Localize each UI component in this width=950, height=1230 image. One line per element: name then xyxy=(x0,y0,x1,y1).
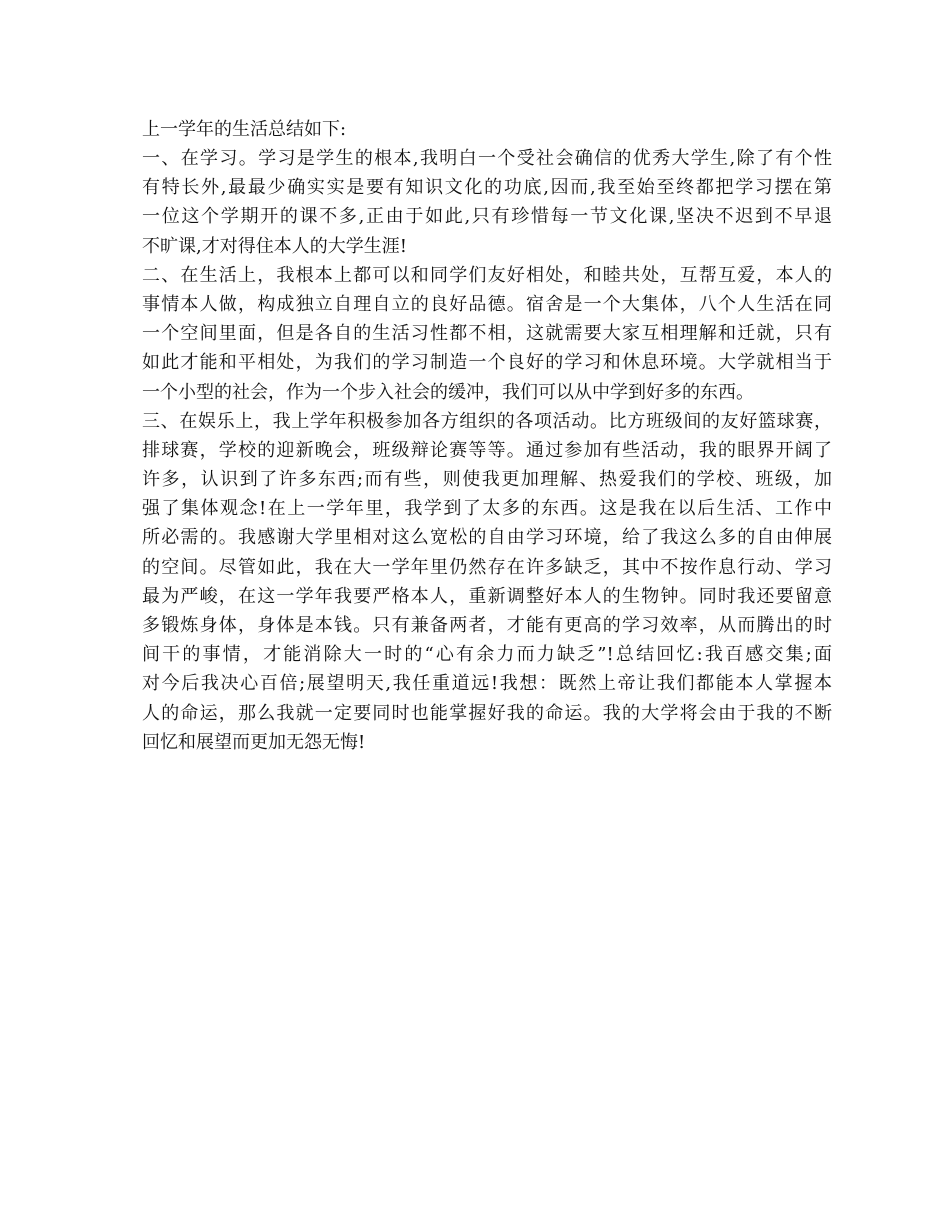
paragraph-line: 的空间。尽管如此，我在大一学年里仍然存在许多缺乏，其中不按作息行动、学习 xyxy=(142,556,832,578)
paragraph-line: 回忆和展望而更加无怨无悔! xyxy=(142,731,366,753)
paragraph-line: 间干的事情，才能消除大一时的“心有余力而力缺乏”!总结回忆:我百感交集;面 xyxy=(142,644,832,666)
intro-line: 上一学年的生活总结如下: xyxy=(142,119,347,140)
paragraph-line: 如此才能和平相处，为我们的学习制造一个良好的学习和休息环境。大学就相当于 xyxy=(142,352,832,374)
paragraph-line: 一个小型的社会，作为一个步入社会的缓冲，我们可以从中学到好多的东西。 xyxy=(142,381,754,403)
paragraph-line: 一、在学习。学习是学生的根本,我明白一个受社会确信的优秀大学生,除了有个性 xyxy=(142,148,832,169)
paragraph-entertainment xyxy=(142,407,832,757)
paragraph-line: 有特长外,最最少确实实是要有知识文化的功底,因而,我至始至终都把学习摆在第 xyxy=(142,177,832,199)
document-body xyxy=(142,116,832,757)
paragraph-line: 最为严峻，在这一学年我要严格本人，重新调整好本人的生物钟。同时我还要留意 xyxy=(142,585,832,607)
paragraph-line: 对今后我决心百倍;展望明天,我任重道远!我想：既然上帝让我们都能本人掌握本 xyxy=(142,673,832,695)
paragraph-line: 强了集体观念!在上一学年里，我学到了太多的东西。这是我在以后生活、工作中 xyxy=(142,498,832,520)
paragraph-line: 人的命运，那么我就一定要同时也能掌握好我的命运。我的大学将会由于我的不断 xyxy=(142,702,832,724)
paragraph-line: 多锻炼身体，身体是本钱。只有兼备两者，才能有更高的学习效率，从而腾出的时 xyxy=(142,615,832,636)
paragraph-line: 许多，认识到了许多东西;而有些，则使我更加理解、热爱我们的学校、班级，加 xyxy=(142,469,832,491)
paragraph-line: 排球赛，学校的迎新晚会，班级辩论赛等等。通过参加有些活动，我的眼界开阔了 xyxy=(142,439,832,461)
paragraph-line: 一位这个学期开的课不多,正由于如此,只有珍惜每一节文化课,坚决不迟到不早退 xyxy=(142,206,832,228)
paragraph-line: 三、在娱乐上，我上学年积极参加各方组织的各项活动。比方班级间的友好篮球赛， xyxy=(142,410,832,432)
paragraph-line: 不旷课,才对得住本人的大学生涯! xyxy=(142,235,407,257)
paragraph-line: 所必需的。我感谢大学里相对这么宽松的自由学习环境，给了我这么多的自由伸展 xyxy=(142,527,832,549)
paragraph-life xyxy=(142,261,832,407)
paragraph-line: 二、在生活上，我根本上都可以和同学们友好相处，和睦共处，互帮互爱，本人的 xyxy=(142,264,832,286)
paragraph-line: 一个空间里面，但是各自的生活习性都不相，这就需要大家互相理解和迁就，只有 xyxy=(142,323,832,345)
paragraph-line: 事情本人做，构成独立自理自立的良好品德。宿舍是一个大集体，八个人生活在同 xyxy=(142,293,832,315)
paragraph-study xyxy=(142,144,832,261)
